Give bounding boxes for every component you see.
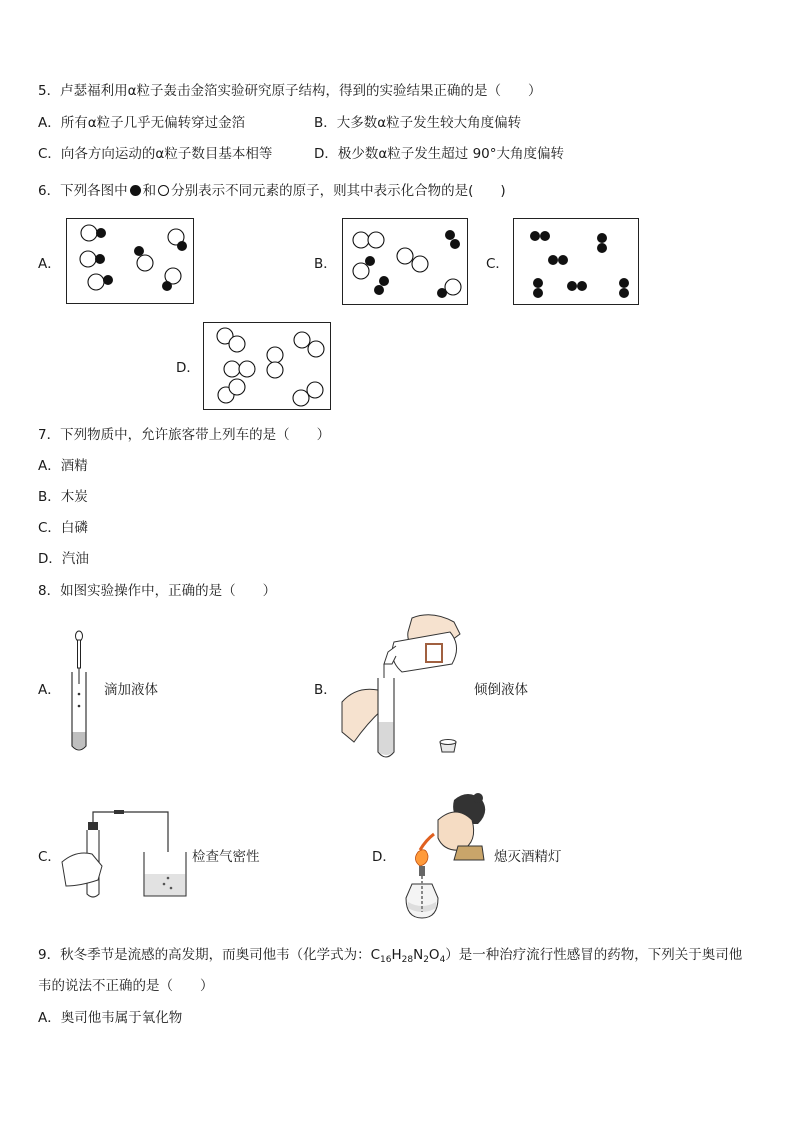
q7-option-b: B．木炭	[38, 489, 88, 505]
q9-option-a: A．奥司他韦属于氧化物	[38, 1010, 183, 1026]
q5-option-b: B．大多数α粒子发生较大角度偏转	[314, 115, 522, 131]
q8-label-d: D．	[372, 849, 396, 865]
q9-symbol-h: H	[391, 947, 402, 963]
q6-stem-part-2: 和	[142, 183, 157, 199]
q6-stem-part-3: 分别表示不同元素的原子，则其中表示化合物的是( )	[171, 183, 506, 199]
q6-figure-d-molecules	[204, 323, 332, 411]
q5-option-d: D．极少数α粒子发生超过 90°大角度偏转	[314, 146, 565, 162]
q7-stem: 7．下列物质中，允许旅客带上列车的是（ ）	[38, 427, 331, 443]
q7-option-d: D．汽油	[38, 551, 89, 567]
q6-figure-c	[513, 218, 639, 305]
q6-stem	[38, 182, 506, 200]
q9-sub-16: 16	[380, 955, 392, 965]
q6-stem-part-1: 6．下列各图中	[38, 183, 128, 199]
q9-sub-4: 4	[439, 955, 446, 965]
blowing-out-alcohol-lamp-figure	[398, 790, 492, 926]
q6-figure-a	[66, 218, 194, 304]
q8-caption-d: 熄灭酒精灯	[494, 849, 562, 865]
q6-label-d: D．	[176, 360, 200, 376]
q5-option-c: C．向各方向运动的α粒子数目基本相等	[38, 146, 273, 162]
q9-stem-part-2: ）是一种治疗流行性感冒的药物，下列关于奥司他	[445, 947, 743, 963]
q7-option-a: A．酒精	[38, 458, 88, 474]
q8-caption-c: 检查气密性	[192, 849, 260, 865]
q8-stem: 8．如图实验操作中，正确的是（ ）	[38, 583, 277, 599]
hollow-atom-icon	[158, 185, 169, 196]
q5-stem: 5．卢瑟福利用α粒子轰击金箔实验研究原子结构，得到的实验结果正确的是（ ）	[38, 83, 542, 99]
q6-label-b: B．	[314, 256, 337, 272]
q8-caption-a: 滴加液体	[104, 682, 158, 698]
q9-sub-28: 28	[401, 955, 414, 965]
q9-symbol-n: N	[413, 947, 424, 963]
q9-symbol-o: O	[428, 947, 440, 963]
q6-figure-a-molecules	[67, 219, 195, 305]
q9-stem-part-1: 9．秋冬季节是流感的高发期，而奥司他韦（化学式为：C	[38, 947, 381, 963]
q6-label-c: C．	[486, 256, 509, 272]
q8-label-c: C．	[38, 849, 61, 865]
q6-figure-c-molecules	[514, 219, 640, 306]
q8-caption-b: 倾倒液体	[474, 682, 528, 698]
q5-option-a: A．所有α粒子几乎无偏转穿过金箔	[38, 115, 246, 131]
q7-option-c: C．白磷	[38, 520, 88, 536]
q6-figure-d	[203, 322, 331, 410]
q9-sub-2: 2	[423, 955, 429, 965]
q6-figure-b-molecules	[343, 219, 469, 306]
pouring-liquid-figure	[336, 612, 470, 764]
q6-label-a: A．	[38, 256, 61, 272]
filled-atom-icon	[130, 185, 141, 196]
q9-stem-line-2: 韦的说法不正确的是（ ）	[38, 978, 214, 994]
q9-stem-line-1	[38, 946, 742, 969]
q8-label-a: A．	[38, 682, 61, 698]
airtightness-check-figure	[58, 808, 190, 902]
dropper-test-tube-figure	[66, 628, 96, 756]
q8-label-b: B．	[314, 682, 337, 698]
q6-figure-b	[342, 218, 468, 305]
